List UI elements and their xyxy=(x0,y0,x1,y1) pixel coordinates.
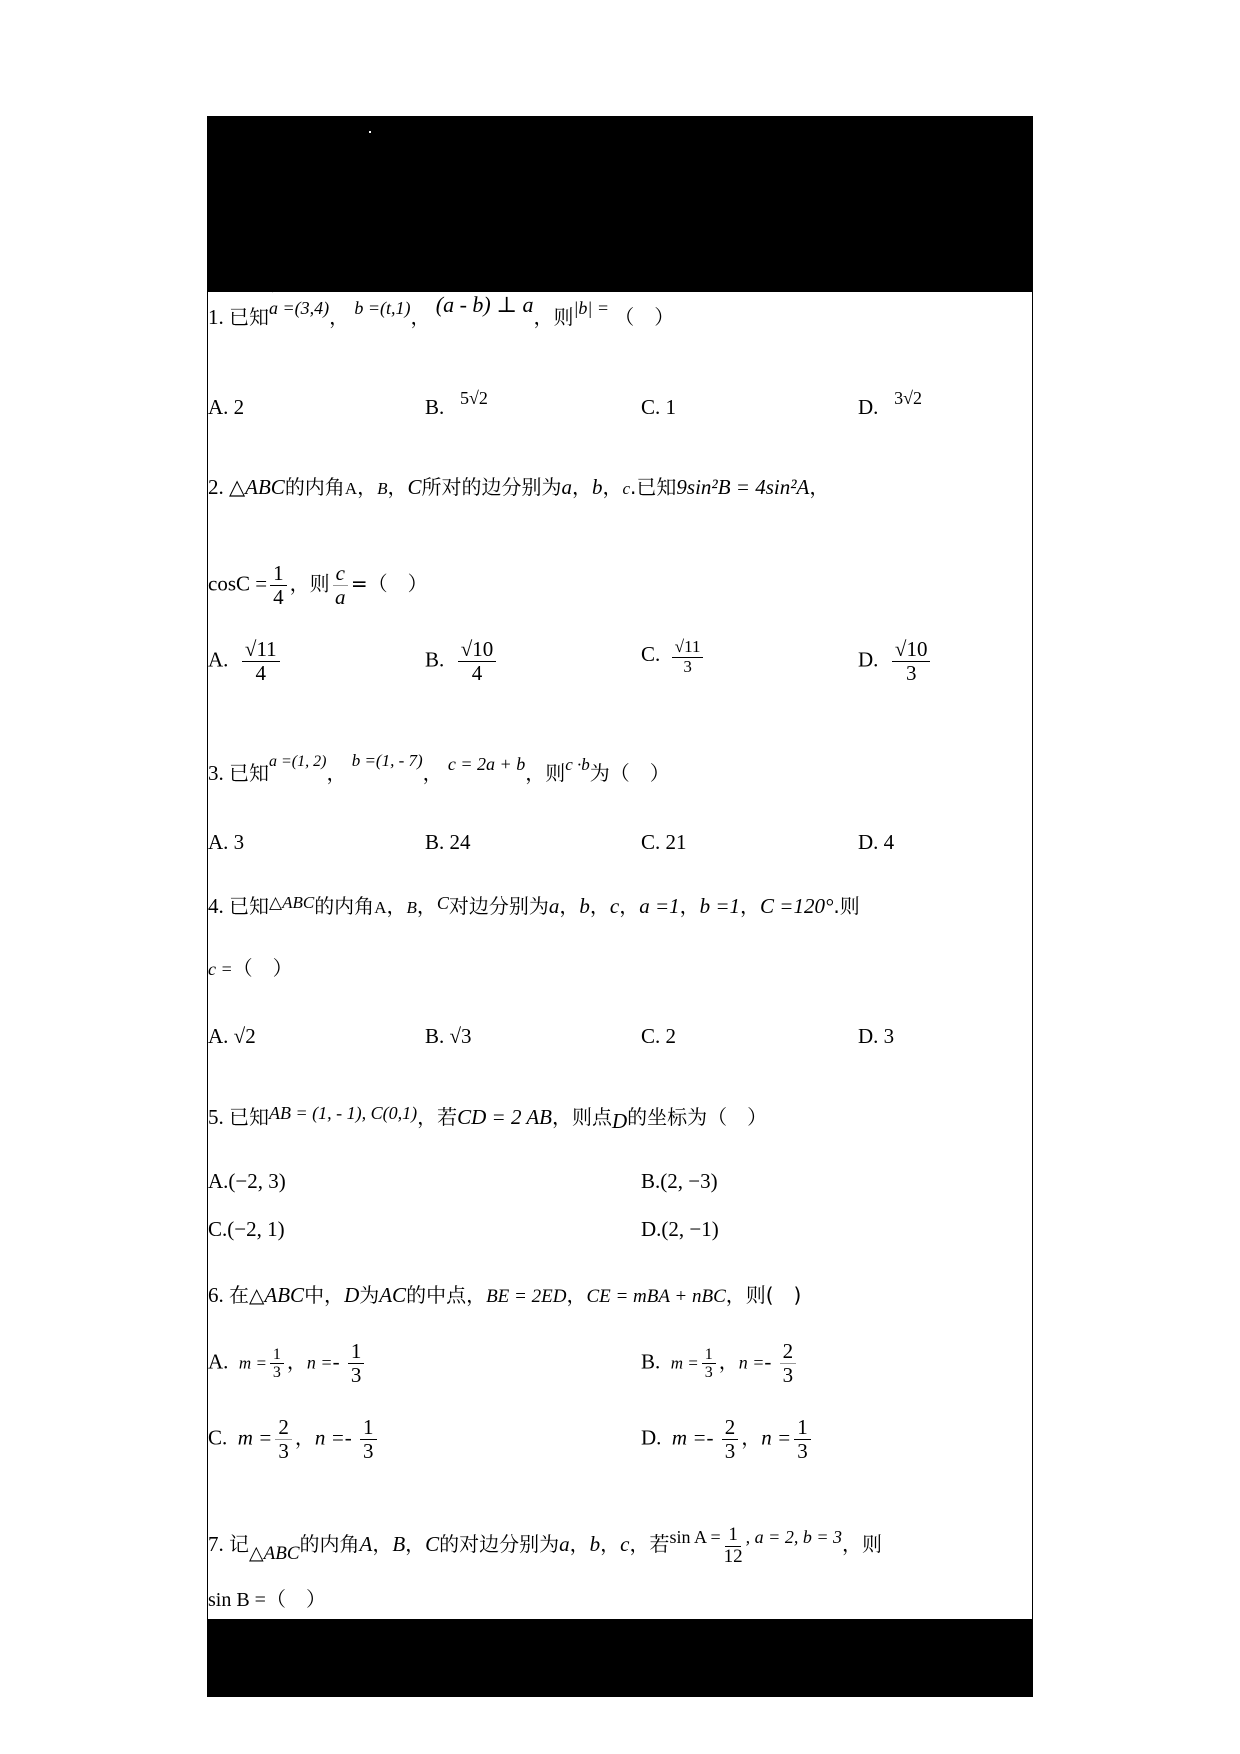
stem-text: ， xyxy=(410,305,431,329)
question-7 xyxy=(208,1525,882,1568)
option-label: A. xyxy=(208,647,229,672)
math-a-vector: ' a =(3,4) xyxy=(269,298,329,318)
math-equation: CE = mBA + nBC xyxy=(586,1286,726,1307)
answer-blank: =（ ） xyxy=(350,571,428,596)
question-4 xyxy=(208,893,860,921)
stem-text: 的中点， xyxy=(406,1283,487,1307)
math-c-eq: c = xyxy=(208,959,233,979)
option-value: (−2, 1) xyxy=(227,1217,285,1241)
math-var: a xyxy=(559,1532,570,1557)
question-2 xyxy=(208,474,829,502)
option-label: C. xyxy=(641,830,661,854)
option-label: D. xyxy=(641,1217,662,1241)
stem-text: ， xyxy=(809,475,830,499)
stem-text: 已知 xyxy=(229,305,269,329)
q4-option-d[interactable] xyxy=(858,1023,894,1049)
stem-text: 对边分别为 xyxy=(448,894,549,918)
option-value: 2 xyxy=(665,1024,677,1048)
stem-text: .则 xyxy=(833,894,860,918)
q5-option-a[interactable] xyxy=(208,1168,286,1194)
math-vector-ab: AB = (1, - 1), C(0,1) xyxy=(269,1103,418,1123)
math-vector-cd: CD = 2 AB xyxy=(457,1105,552,1129)
fraction xyxy=(348,1340,365,1387)
denominator: 3 xyxy=(782,1363,794,1388)
denominator: 4 xyxy=(255,661,267,686)
option-label: D. xyxy=(858,647,879,672)
stem-text: ， xyxy=(286,1349,307,1374)
math-var: C xyxy=(425,1532,440,1557)
math-var: c xyxy=(620,1532,630,1557)
option-label: A. xyxy=(208,395,229,419)
numerator: 1 xyxy=(794,1416,811,1440)
option-label: C. xyxy=(641,395,661,419)
math-dot-product: c ·b xyxy=(565,755,590,774)
denominator: 4 xyxy=(471,661,483,686)
math-equation: C =120° xyxy=(760,894,834,918)
math-var: A xyxy=(374,898,387,917)
numerator: 1 xyxy=(348,1340,365,1364)
numerator: 2 xyxy=(722,1416,739,1440)
stem-text: ， xyxy=(416,894,437,918)
stem-text: 中， xyxy=(304,1283,345,1307)
q3-option-b[interactable] xyxy=(425,829,471,855)
redacted-footer-block xyxy=(207,1619,1033,1697)
stem-text: ， xyxy=(326,761,347,785)
question-7-line-2 xyxy=(208,1586,326,1613)
math-sinA: sin A = xyxy=(669,1527,721,1548)
stem-text: ， xyxy=(405,1532,426,1557)
option-label: A. xyxy=(208,1024,229,1048)
option-value: (2, −3) xyxy=(660,1169,718,1193)
denominator: 3 xyxy=(350,1363,362,1388)
minus-sign: - xyxy=(764,1349,777,1374)
math-a-vector: a =(1, 2) xyxy=(269,753,327,770)
numerator: √11 xyxy=(672,638,704,658)
math-var: C xyxy=(407,475,422,499)
q6-option-a[interactable] xyxy=(208,1340,367,1387)
q1-option-a[interactable] xyxy=(208,394,244,420)
numerator: 1 xyxy=(270,562,287,586)
option-value: 1 xyxy=(665,395,677,419)
math-b-vector: b =(1, - 7) xyxy=(351,751,423,770)
math-m: m = xyxy=(671,1425,707,1450)
option-value: √3 xyxy=(449,1024,472,1048)
fraction xyxy=(333,562,348,609)
minus-sign: - xyxy=(344,1425,358,1450)
question-number: 6. xyxy=(208,1283,224,1307)
stem-text: 的对边分别为 xyxy=(439,1532,560,1557)
math-triangle: ABC xyxy=(264,1283,305,1307)
stem-text: 在△ xyxy=(229,1283,265,1307)
option-value: (−2, 3) xyxy=(228,1169,286,1193)
math-var: a xyxy=(548,894,560,918)
option-value: 3 xyxy=(233,830,245,854)
math-n: n = xyxy=(738,1352,765,1373)
math-equation: b =1 xyxy=(699,894,741,918)
denominator: 3 xyxy=(704,1364,713,1382)
option-value: 2 xyxy=(233,395,245,419)
math-equation: 9sin²B = 4sin²A xyxy=(676,475,810,499)
fraction xyxy=(724,1525,743,1568)
option-label: B. xyxy=(425,395,445,419)
answer-blank: （ ） xyxy=(265,1587,326,1611)
question-3 xyxy=(208,751,670,789)
math-var: b xyxy=(589,1532,601,1557)
math-triangle: △ABC xyxy=(249,1543,300,1565)
fraction xyxy=(892,638,931,685)
stem-text: ， xyxy=(718,1349,739,1374)
option-label: D. xyxy=(858,395,879,419)
option-label: A. xyxy=(208,830,229,854)
math-n: n = xyxy=(314,1425,345,1450)
math-cosC: cosC = xyxy=(208,571,268,596)
answer-blank: ，则( ) xyxy=(725,1283,802,1307)
option-value: 21 xyxy=(665,830,687,854)
stem-text: ， xyxy=(294,1425,315,1450)
stem-text: ， xyxy=(572,475,592,499)
math-perpendicular: (a - b) ⊥ a xyxy=(435,292,534,317)
stem-text: 的内角 xyxy=(299,1532,360,1557)
stem-text: ，则 xyxy=(533,305,574,329)
question-4-line-2 xyxy=(208,955,293,982)
stem-text: ，则 xyxy=(289,571,330,596)
numerator: 1 xyxy=(360,1416,377,1440)
stem-text: ， xyxy=(679,894,700,918)
question-number: 7. xyxy=(208,1532,224,1557)
math-var: B xyxy=(377,479,388,498)
fraction xyxy=(780,1340,797,1387)
numerator: √10 xyxy=(458,638,497,662)
math-b-vector: b =(t,1) xyxy=(354,298,411,318)
stem-text: 为 xyxy=(359,1283,380,1307)
fraction xyxy=(360,1416,377,1463)
math-var: A xyxy=(359,1532,373,1557)
fraction xyxy=(275,1416,292,1463)
answer-blank: （ ） xyxy=(232,956,293,980)
stem-text: ， xyxy=(600,1532,621,1557)
stem-text: ， xyxy=(386,894,407,918)
option-value: (2, −1) xyxy=(661,1217,719,1241)
math-point-d: D xyxy=(612,1109,628,1133)
question-number: 4. xyxy=(208,894,224,918)
math-sinB: sin B = xyxy=(208,1589,266,1611)
math-var: B xyxy=(392,1532,406,1557)
q4-option-b[interactable] xyxy=(425,1023,472,1049)
stem-text: 的内角 xyxy=(284,475,345,499)
option-label: B. xyxy=(425,830,445,854)
q5-option-c[interactable] xyxy=(208,1216,285,1242)
question-number: 2. xyxy=(208,475,224,499)
math-var: AC xyxy=(379,1283,407,1307)
math-m: m = xyxy=(238,1353,267,1373)
fraction xyxy=(722,1416,739,1463)
numerator: 1 xyxy=(702,1346,716,1365)
math-var: c xyxy=(609,894,620,918)
option-label: B. xyxy=(641,1169,661,1193)
q6-option-c[interactable] xyxy=(208,1416,380,1463)
stem-text: ， xyxy=(357,475,378,499)
fraction xyxy=(458,638,497,685)
option-label: C. xyxy=(208,1425,228,1450)
fraction xyxy=(242,638,280,685)
header-speck xyxy=(369,131,371,133)
math-var: a xyxy=(561,475,572,499)
option-label: A. xyxy=(208,1349,229,1374)
numerator: c xyxy=(333,562,348,586)
math-n: n = xyxy=(761,1425,792,1450)
question-number: 5. xyxy=(208,1105,224,1129)
stem-text: 的内角 xyxy=(314,894,375,918)
stem-text: ， xyxy=(569,1532,590,1557)
option-value: 4 xyxy=(883,830,895,854)
stem-text: ， xyxy=(740,894,761,918)
answer-blank: 为（ ） xyxy=(589,761,670,785)
math-var: A xyxy=(344,479,358,498)
option-label: D. xyxy=(641,1425,662,1450)
q3-option-d[interactable] xyxy=(858,829,894,855)
q1-option-b[interactable] xyxy=(425,388,488,421)
numerator: 2 xyxy=(780,1340,797,1364)
stem-text: .已知 xyxy=(630,475,677,499)
fraction xyxy=(672,638,704,676)
stem-text: ， xyxy=(619,894,640,918)
stem-text: ， xyxy=(387,475,408,499)
numerator: 2 xyxy=(275,1416,292,1440)
denominator: 3 xyxy=(683,656,692,676)
denominator: 3 xyxy=(905,661,917,686)
denominator: 3 xyxy=(278,1439,289,1464)
numerator: √10 xyxy=(892,638,931,662)
question-5 xyxy=(208,1104,767,1131)
fraction xyxy=(270,562,287,609)
q6-option-d[interactable] xyxy=(641,1416,814,1463)
stem-text: 所对的边分别为 xyxy=(421,475,562,499)
stem-text: ，若 xyxy=(629,1532,670,1557)
stem-text: 记 xyxy=(229,1532,249,1557)
q2-option-d[interactable] xyxy=(858,638,933,685)
question-number: 1. xyxy=(208,305,224,329)
fraction xyxy=(794,1416,811,1463)
option-label: B. xyxy=(641,1349,661,1374)
fraction xyxy=(270,1346,284,1382)
option-value: 5√2 xyxy=(460,388,488,408)
stem-text: ， xyxy=(566,1283,587,1307)
q6-option-b[interactable] xyxy=(641,1340,799,1387)
option-label: C. xyxy=(641,1024,661,1048)
q1-option-c[interactable] xyxy=(641,394,676,420)
math-var: c xyxy=(622,479,631,498)
option-label: D. xyxy=(858,830,879,854)
math-var: B xyxy=(406,898,417,917)
math-var: C xyxy=(436,893,449,913)
q5-option-b[interactable] xyxy=(641,1168,718,1194)
math-equation: a =1 xyxy=(639,894,680,918)
fraction xyxy=(702,1346,716,1382)
q3-option-a[interactable] xyxy=(208,829,244,855)
denominator: 3 xyxy=(272,1364,281,1382)
q2-option-c[interactable] xyxy=(641,638,706,676)
stem-text: ， xyxy=(422,761,443,785)
denominator: 3 xyxy=(363,1439,374,1464)
option-value: 3 xyxy=(883,1024,895,1048)
math-equation: , a = 2, b = 3 xyxy=(745,1527,842,1548)
stem-text: 已知 xyxy=(229,894,269,918)
math-m: m = xyxy=(237,1425,273,1450)
math-m: m = xyxy=(670,1353,699,1373)
math-var: b xyxy=(579,894,590,918)
q4-option-a[interactable] xyxy=(208,1023,256,1049)
stem-text: ， xyxy=(602,475,623,499)
answer-blank: 的坐标为（ ） xyxy=(627,1105,768,1129)
math-equation: BE = 2ED xyxy=(486,1286,567,1307)
stem-text: ， xyxy=(372,1532,393,1557)
option-label: B. xyxy=(425,647,445,672)
q5-option-d[interactable] xyxy=(641,1216,719,1242)
math-triangle: △ABC xyxy=(269,893,315,912)
option-label: D. xyxy=(858,1024,879,1048)
denominator: 3 xyxy=(724,1439,736,1464)
question-2-line-2 xyxy=(208,562,428,609)
option-label: C. xyxy=(641,642,661,667)
math-triangle: △ABC xyxy=(229,475,285,499)
question-6 xyxy=(208,1282,801,1310)
math-c-vector: c = 2a + b xyxy=(447,754,526,774)
minus-sign: - xyxy=(332,1349,345,1374)
stem-text: ，则 xyxy=(525,761,566,785)
question-1 xyxy=(208,292,675,331)
numerator: √11 xyxy=(242,638,280,662)
stem-text: ，若 xyxy=(417,1105,458,1129)
q2-option-a[interactable] xyxy=(208,638,283,685)
numerator: 1 xyxy=(725,1525,741,1547)
stem-text: ，则 xyxy=(841,1532,882,1557)
option-label: A. xyxy=(208,1169,229,1193)
q4-option-c[interactable] xyxy=(641,1023,676,1049)
numerator: 1 xyxy=(270,1346,284,1365)
option-value: 3√2 xyxy=(894,388,923,408)
redacted-header-block xyxy=(207,116,1033,292)
stem-text: ， xyxy=(589,894,610,918)
denominator: 3 xyxy=(797,1439,808,1464)
answer-blank: （ ） xyxy=(614,305,675,329)
q1-option-d[interactable] xyxy=(858,388,923,421)
denominator: 12 xyxy=(723,1545,743,1567)
q3-option-c[interactable] xyxy=(641,829,687,855)
option-label: B. xyxy=(425,1024,445,1048)
stem-text: ， xyxy=(741,1425,762,1450)
option-value: 24 xyxy=(449,830,471,854)
stem-text: ， xyxy=(559,894,580,918)
minus-sign: - xyxy=(706,1425,719,1450)
denominator: a xyxy=(335,585,346,610)
stem-text: 已知 xyxy=(229,1105,269,1129)
stem-text: ， xyxy=(329,305,350,329)
option-label: C. xyxy=(208,1217,228,1241)
option-value: √2 xyxy=(233,1024,256,1048)
math-n: n = xyxy=(306,1352,333,1373)
stem-text: ，则点 xyxy=(552,1105,612,1129)
q2-option-b[interactable] xyxy=(425,638,499,685)
denominator: 4 xyxy=(273,585,284,610)
stem-text: 已知 xyxy=(229,761,269,785)
math-var: D xyxy=(344,1283,360,1307)
math-magnitude-b: |b| = xyxy=(573,298,609,318)
question-number: 3. xyxy=(208,761,224,785)
math-var: b xyxy=(592,475,603,499)
